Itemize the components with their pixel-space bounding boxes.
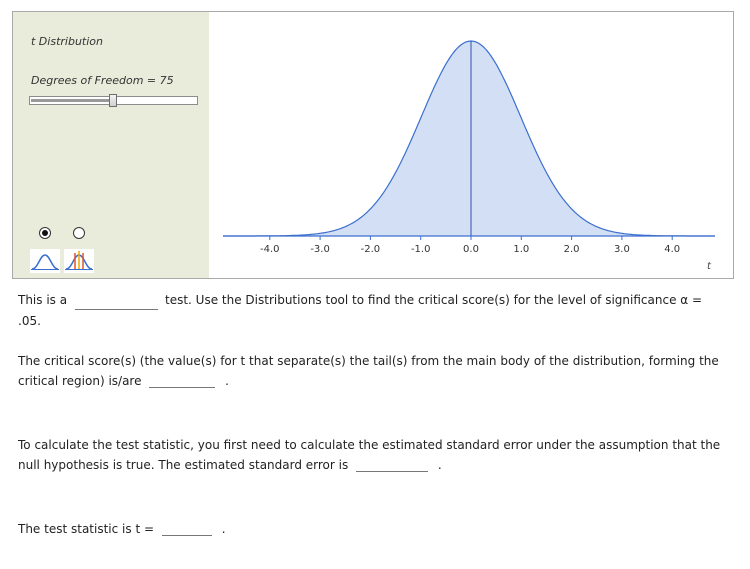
degrees-of-freedom-label: Degrees of Freedom = 75 [31, 74, 174, 87]
question-2-text: The critical score(s) (the value(s) for t that separate(s) the tail(s) from the main body of the distribution, forming the critical region) is/are [18, 354, 719, 388]
x-axis-label: t [707, 261, 711, 272]
x-axis-ticks [260, 236, 680, 255]
question-4 [18, 519, 226, 539]
radio-single-distribution[interactable] [39, 227, 51, 239]
radio-compare-distribution[interactable] [73, 227, 85, 239]
density-area [223, 41, 715, 236]
x-tick-label: -2.0 [360, 244, 381, 255]
x-tick-label: 1.0 [513, 244, 530, 255]
radio-selected-dot [42, 230, 48, 236]
x-tick-label: 4.0 [664, 244, 681, 255]
question-2-period: . [225, 374, 229, 388]
standard-error-answer-field[interactable] [356, 457, 428, 472]
x-tick-label: -3.0 [310, 244, 330, 255]
question-4-text: The test statistic is t = [18, 522, 155, 536]
slider-thumb[interactable] [109, 94, 117, 107]
t-distribution-plot [209, 12, 733, 278]
question-3 [18, 435, 738, 475]
significance-level: .05. [18, 314, 41, 328]
question-1-prefix: This is a [18, 293, 68, 307]
test-statistic-answer-field[interactable] [162, 521, 212, 536]
critical-score-answer-field[interactable] [149, 373, 215, 388]
single-curve-icon[interactable] [30, 249, 60, 273]
critical-region-curve-icon[interactable] [64, 249, 94, 273]
question-4-period: . [221, 522, 226, 536]
distributions-tool [12, 11, 734, 279]
x-tick-label: 2.0 [563, 244, 580, 255]
question-2 [18, 351, 738, 391]
test-type-answer-field[interactable] [75, 295, 158, 310]
question-1-line [18, 290, 67, 310]
control-panel [13, 12, 209, 278]
question-3-text: To calculate the test statistic, you first need to calculate the estimated standard error under the assumption that the null hypothesis is true. The estimated standard error is [18, 438, 721, 472]
x-tick-label: -1.0 [410, 244, 431, 255]
x-tick-label: 3.0 [613, 244, 630, 255]
degrees-of-freedom-slider[interactable] [29, 96, 198, 105]
x-tick-label: 0.0 [463, 244, 479, 255]
panel-title: t Distribution [31, 35, 103, 48]
x-tick-label: -4.0 [260, 244, 280, 255]
slider-track-fill [31, 99, 109, 102]
question-1-body: test. Use the Distributions tool to find the critical score(s) for the level of significance α = [165, 293, 703, 307]
question-3-period: . [437, 458, 442, 472]
